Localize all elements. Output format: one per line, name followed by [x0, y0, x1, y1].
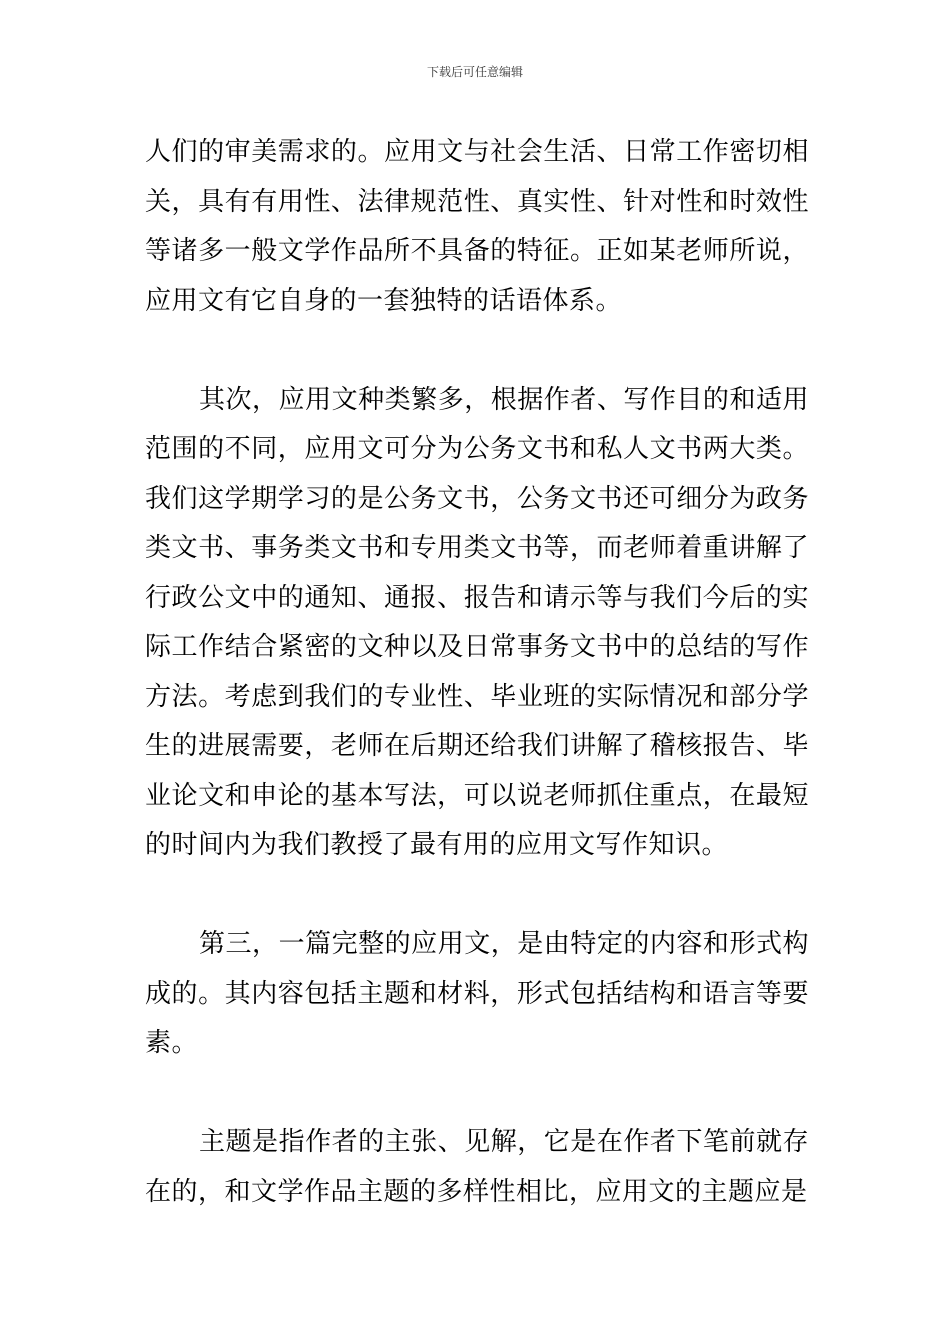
paragraph-spacer — [145, 326, 809, 376]
paragraph-second: 其次，应用文种类繁多，根据作者、写作目的和适用范围的不同，应用文可分为公务文书和私人文书两大类。我们这学期学习的是公务文书，公务文书还可细分为政务类文书、事务类文书和专用类文书等，而老师着重讲解了行政公文中的通知、通报、报告和请示等与我们今后的实际工作结合紧密的文种以及日常事务文书中的总结的写作方法。考虑到我们的专业性、毕业班的实际情况和部分学生的进展需要，老师在后期还给我们讲解了稽核报告、毕业论文和申论的基本写法，可以说老师抓住重点，在最短的时间内为我们教授了最有用的应用文写作知识。 — [145, 384, 809, 860]
paragraph-theme: 主题是指作者的主张、见解，它是在作者下笔前就存在的，和文学作品主题的多样性相比，应用文的主题应是 — [145, 1127, 809, 1207]
paragraph-spacer — [145, 1069, 809, 1119]
paragraph-spacer — [145, 871, 809, 921]
paragraph-continuation: 人们的审美需求的。应用文与社会生活、日常工作密切相关，具有有用性、法律规范性、真实性、针对性和时效性等诸多一般文学作品所不具备的特征。正如某老师所说，应用文有它自身的一套独特的话语体系。 — [145, 137, 809, 316]
paragraph-third: 第三，一篇完整的应用文，是由特定的内容和形式构成的。其内容包括主题和材料，形式包括结构和语言等要素。 — [145, 929, 809, 1058]
document-body — [145, 128, 809, 1217]
page-header: 下载后可任意编辑 — [426, 65, 523, 79]
